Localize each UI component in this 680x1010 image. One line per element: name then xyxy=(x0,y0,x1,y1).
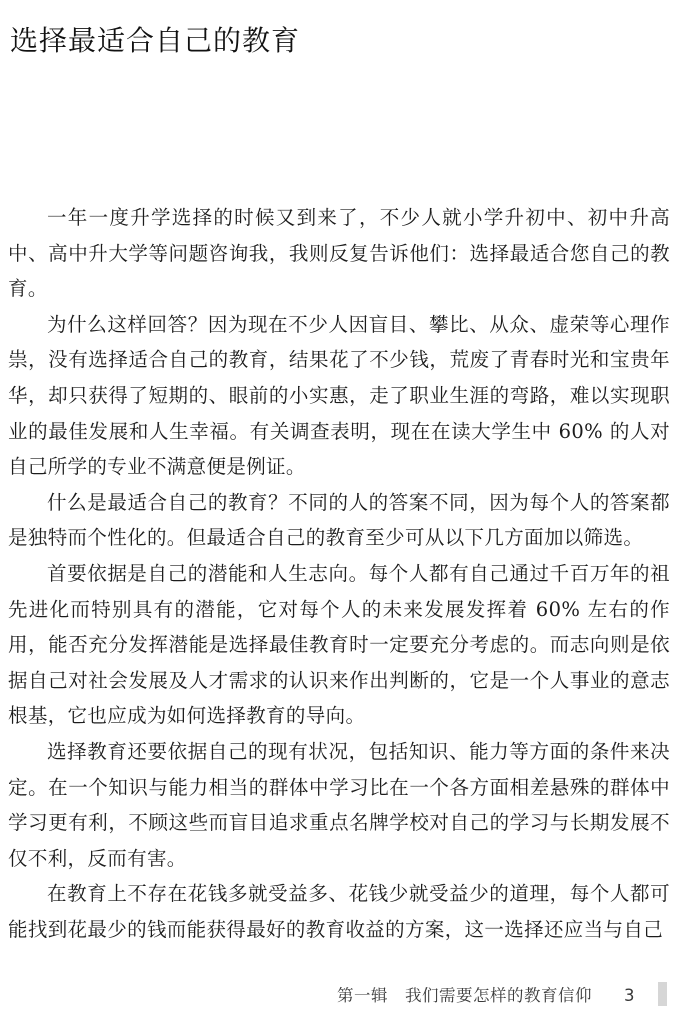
page-edge-tab xyxy=(658,982,667,1006)
article-body xyxy=(8,200,670,947)
page-number: 3 xyxy=(624,986,635,1005)
paragraph-2: 为什么这样回答？因为现在不少人因盲目、攀比、从众、虚荣等心理作祟，没有选择适合自己的教育，结果花了不少钱，荒废了青春时光和宝贵年华，却只获得了短期的、眼前的小实惠，走了职业生涯的弯路，难以实现职业的最佳发展和人生幸福。有关调查表明，现在在读大学生中 60% 的人对自己所学的专业不满意便是例证。 xyxy=(8,312,670,479)
paragraph-3: 什么是最适合自己的教育？不同的人的答案不同，因为每个人的答案都是独特而个性化的。但最适合自己的教育至少可从以下几方面加以筛选。 xyxy=(8,490,670,550)
page-title: 选择最适合自己的教育 xyxy=(10,23,301,57)
paragraph-4: 首要依据是自己的潜能和人生志向。每个人都有自己通过千百万年的祖先进化而特别具有的潜能，它对每个人的未来发展发挥着 60% 左右的作用，能否充分发挥潜能是选择最佳教育时一定要充分考虑的。而志向则是依据自己对社会发展及人才需求的认识来作出判断的，它是一个人事业的意志根基，它也应成为如何选择教育的导向。 xyxy=(8,561,670,728)
page-footer xyxy=(0,982,680,1010)
paragraph-1: 一年一度升学选择的时候又到来了，不少人就小学升初中、初中升高中、高中升大学等问题咨询我，我则反复告诉他们：选择最适合您自己的教育。 xyxy=(8,206,670,301)
paragraph-5: 选择教育还要依据自己的现有状况，包括知识、能力等方面的条件来决定。在一个知识与能力相当的群体中学习比在一个各方面相差悬殊的群体中学习更有利，不顾这些而盲目追求重点名牌学校对自己的学习与长期发展不仅不利，反而有害。 xyxy=(8,739,670,870)
paragraph-6: 在教育上不存在花钱多就受益多、花钱少就受益少的道理，每个人都可能找到花最少的钱而能获得最好的教育收益的方案，这一选择还应当与自己 xyxy=(8,882,670,941)
running-footer-section: 第一辑 我们需要怎样的教育信仰 xyxy=(337,986,592,1005)
